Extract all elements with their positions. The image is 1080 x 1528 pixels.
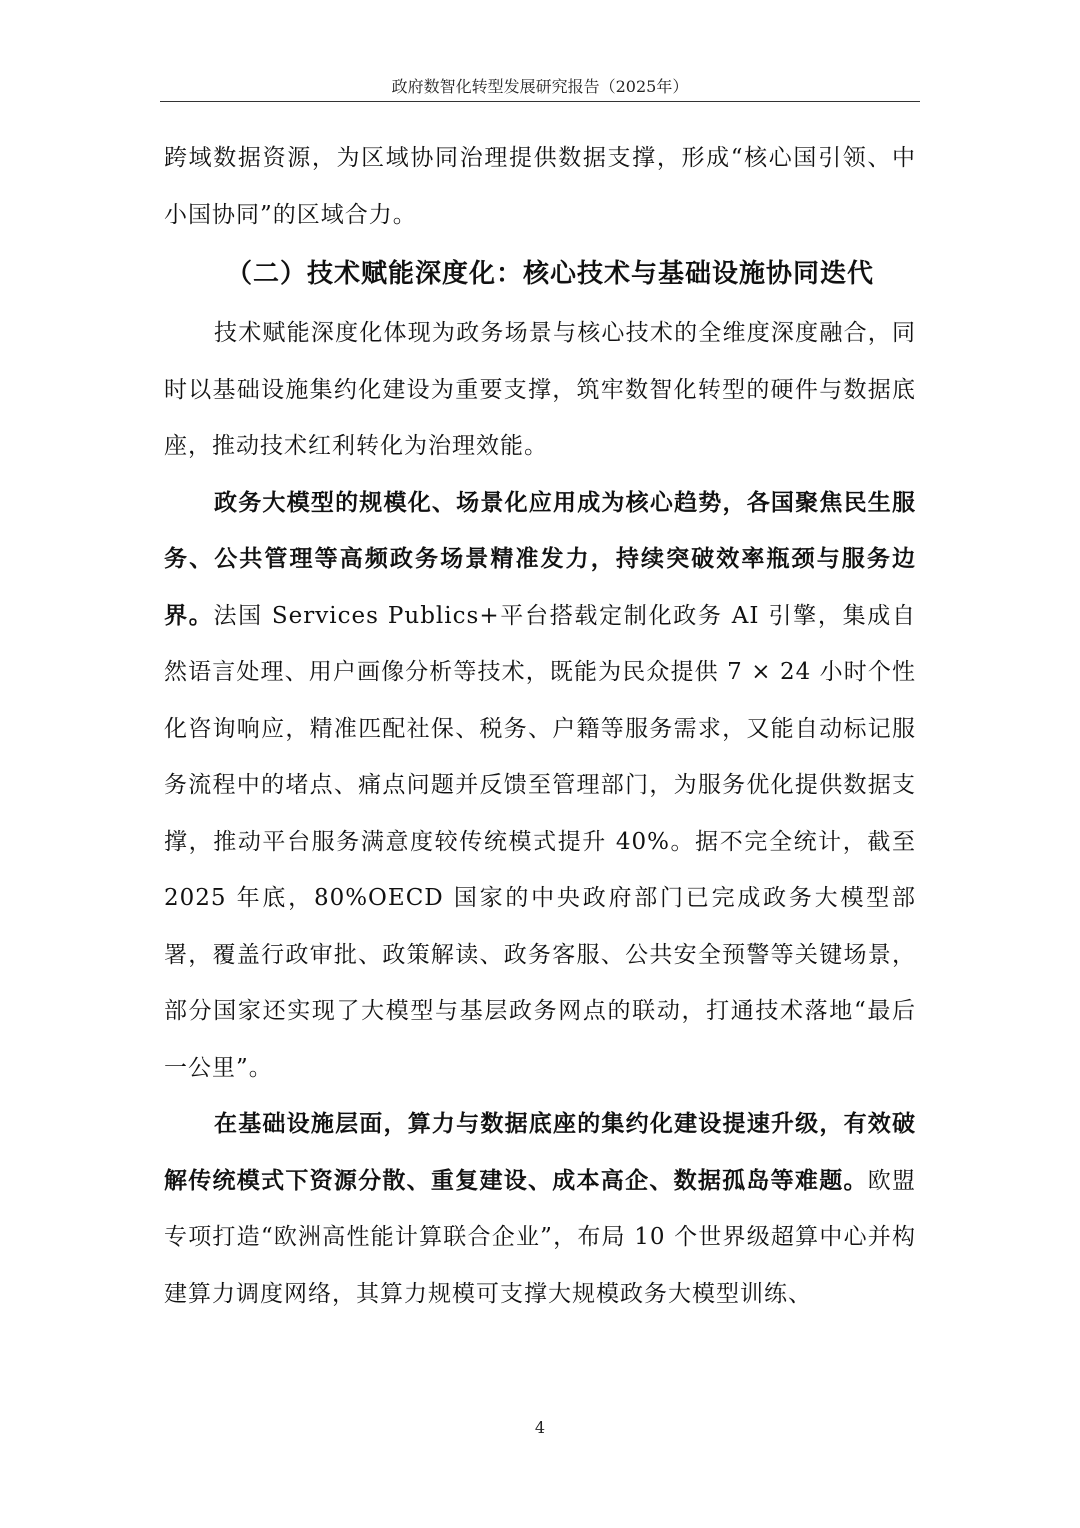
running-header: 政府数智化转型发展研究报告（2025年） — [391, 77, 689, 96]
paragraph-body-text: 法国 Services Publics+平台搭载定制化政务 AI 引擎，集成自然语言处理、用户画像分析等技术，既能为民众提供 7 × 24 小时个性化咨询响应，精准匹配社保、税务、户籍等服务需求，又能自动标记服务流程中的堵点、痛点问题并反馈至管理部门，为服务优化提供数据支撑，推动平台服务满意度较传统模式提升 40%。据不完全统计，截至 2025 年底，80%OECD 国家的中央政府部门已完成政务大模型部署，覆盖行政审批、政策解读、政务客服、公共安全预警等关键场景，部分国家还实现了大模型与基层政务网点的联动，打通技术落地“最后一公里”。 — [164, 602, 917, 1081]
page-body — [164, 130, 916, 1322]
header-divider — [160, 101, 920, 102]
section-heading: （二）技术赋能深度化：核心技术与基础设施协同迭代 — [226, 259, 875, 289]
paragraph-lead-sentence: 在基础设施层面，算力与数据底座的集约化建设提速升级，有效破解传统模式下资源分散、重复建设、成本高企、数据孤岛等难题。 — [164, 1111, 916, 1194]
paragraph-lead-sentence: 政务大模型的规模化、场景化应用成为核心趋势，各国聚焦民生服务、公共管理等高频政务场景精准发力，持续突破效率瓶颈与服务边界。 — [164, 489, 916, 629]
paragraph-infrastructure — [164, 1096, 916, 1322]
paragraph-continued: 跨域数据资源，为区域协同治理提供数据支撑，形成“核心国引领、中小国协同”的区域合力。 — [164, 145, 916, 228]
page-number: 4 — [534, 1418, 546, 1437]
paragraph-body-text: 欧盟专项打造“欧洲高性能计算联合企业”，布局 10 个世界级超算中心并构建算力调度网络，其算力规模可支撑大规模政务大模型训练、 — [164, 1167, 917, 1307]
paragraph-tech-empowerment: 技术赋能深度化体现为政务场景与核心技术的全维度深度融合，同时以基础设施集约化建设为重要支撑，筑牢数智化转型的硬件与数据底座，推动技术红利转化为治理效能。 — [164, 320, 916, 459]
paragraph-gov-large-models — [164, 475, 916, 1097]
